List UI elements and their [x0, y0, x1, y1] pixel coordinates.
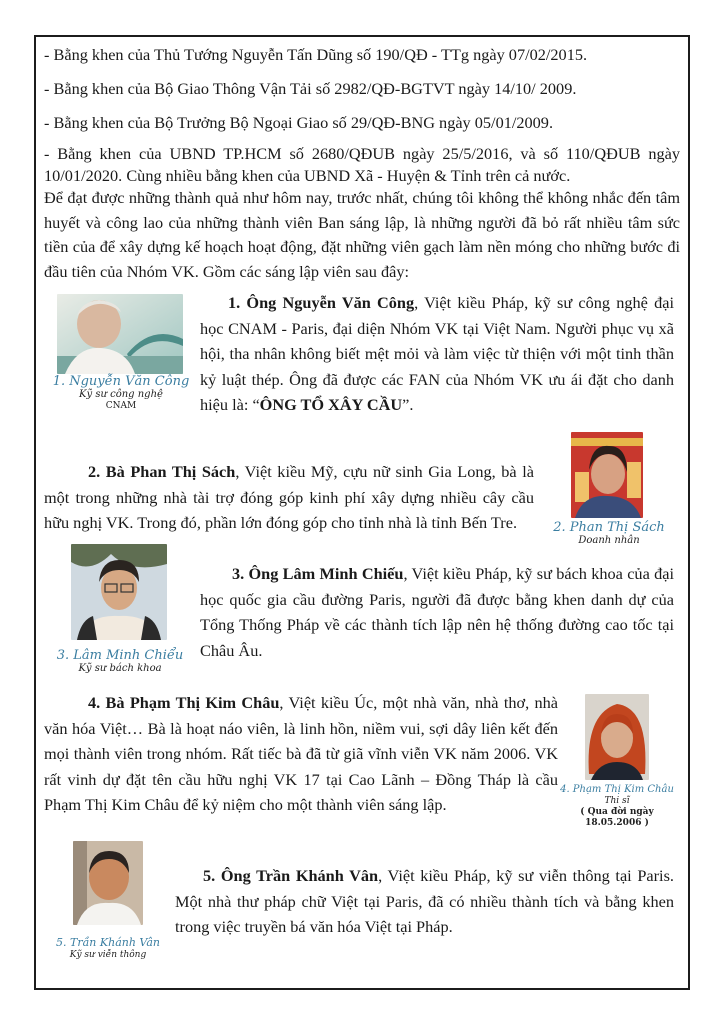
caption-title: Kỹ sư công nghệ	[79, 389, 163, 400]
founder-2-photo	[571, 432, 643, 518]
caption-title: Kỹ sư viễn thông	[69, 950, 147, 960]
founder-name: 3. Ông Lâm Minh Chiếu	[232, 564, 404, 583]
founder-honor-title: ÔNG TỔ XÂY CẦU	[259, 395, 403, 414]
award-item: - Bằng khen của UBND TP.HCM số 2680/QĐUB ngày 25/5/2016, và số 110/QĐUB ngày 10/01/2020. Cùng nhiều bằng khen của UBND Xã - Huyện & Tỉnh trên cả nước.	[44, 144, 680, 185]
founder-4-caption	[555, 784, 679, 829]
founder-name: 1. Ông Nguyễn Văn Công	[228, 293, 415, 312]
caption-name: 5. Trần Khánh Vân	[55, 936, 160, 949]
founder-5-caption	[36, 936, 180, 961]
caption-name: 2. Phan Thị Sách	[553, 520, 665, 535]
caption-title: Doanh nhân	[578, 535, 640, 546]
caption-extra: CNAM	[105, 401, 137, 411]
founder-1-bio: 1. Ông Nguyễn Văn Công, Việt kiều Pháp, kỹ sư công nghệ đại học CNAM - Paris, đại diện Nhóm VK tại Việt Nam. Người phục vụ xã hội, tha nhân không biết mệt mỏi và làm việc từ thiện với một tinh thần kỷ luật thép. Ông đã được các FAN của Nhóm VK ưu ái đặt cho danh hiệu là: “ÔNG TỔ XÂY CẦU”.	[200, 293, 674, 414]
founder-5-bio: 5. Ông Trần Khánh Vân, Việt kiều Pháp, kỹ sư viễn thông tại Paris. Một nhà thư pháp chữ Việt tại Paris, đã có nhiều thành tích và bằng khen trong việc truyền bá văn hóa Việt tại Pháp.	[175, 866, 674, 936]
founder-2-caption	[548, 520, 670, 547]
caption-name: 1. Nguyễn Văn Công	[52, 374, 190, 389]
founder-2-bio: 2. Bà Phan Thị Sách, Việt kiều Mỹ, cựu nữ sinh Gia Long, bà là một trong những nhà tài trợ đóng góp kinh phí xây dựng nhiều cây cầu hữu nghị VK. Trong đó, phần lớn đóng góp cho tỉnh nhà là tỉnh Bến Tre.	[44, 462, 534, 532]
founder-3-bio: 3. Ông Lâm Minh Chiếu, Việt kiều Pháp, kỹ sư bách khoa của đại học quốc gia cầu đường Paris, người đã được bằng khen danh dự của Tổng Thống Pháp về các thành tích lập nên hệ thống đường cao tốc tại Châu Âu.	[200, 564, 674, 660]
award-item: - Bằng khen của Bộ Trưởng Bộ Ngoại Giao số 29/QĐ-BNG ngày 05/01/2009.	[44, 113, 554, 132]
founder-3-photo	[71, 544, 167, 640]
founder-1-photo	[57, 294, 183, 374]
founder-4-bio: 4. Bà Phạm Thị Kim Châu, Việt kiều Úc, một nhà văn, nhà thơ, nhà văn hóa Việt… Bà là hoạt náo viên, là linh hồn, niềm vui, sợi dây liên kết đến mọi thành viên trong nhóm. Rất tiếc bà đã từ giã vĩnh viễn VK năm 2006. VK rất vinh dự đặt tên cầu hữu nghị VK 17 tại Cao Lãnh – Đồng Tháp là cầu Phạm Thị Kim Châu để kỷ niệm cho một thành viên sáng lập.	[44, 693, 558, 814]
caption-title: Kỹ sư bách khoa	[78, 663, 162, 674]
caption-title: Thi sĩ	[604, 796, 630, 806]
intro-paragraph: Để đạt được những thành quả như hôm nay, trước nhất, chúng tôi không thể không nhắc đến tâm huyết và công lao của những thành viên Ban sáng lập, là những người đã bỏ rất nhiều tâm sức tiền của để xây dựng kế hoạch hoạt động, đặt những viên gạch làm nền móng cho những bước đi đầu tiên của Nhóm VK. Gồm các sáng lập viên sau đây:	[44, 188, 680, 281]
founder-name: 5. Ông Trần Khánh Vân	[203, 866, 379, 885]
founder-name: 4. Bà Phạm Thị Kim Châu	[88, 693, 280, 712]
caption-extra: ( Qua đời ngày 18.05.2006 )	[580, 807, 654, 828]
founder-5-photo	[73, 841, 143, 925]
founder-name: 2. Bà Phan Thị Sách	[88, 462, 236, 481]
founder-3-caption	[40, 648, 200, 675]
award-item: - Bằng khen của Thủ Tướng Nguyễn Tấn Dũng số 190/QĐ - TTg ngày 07/02/2015.	[44, 45, 588, 64]
caption-name: 3. Lâm Minh Chiểu	[56, 648, 184, 663]
award-item: - Bằng khen của Bộ Giao Thông Vận Tải số 2982/QĐ-BGTVT ngày 14/10/ 2009.	[44, 79, 577, 98]
caption-name: 4. Phạm Thị Kim Châu	[560, 784, 674, 795]
founder-1-caption	[36, 374, 206, 412]
founder-4-photo	[585, 694, 649, 780]
